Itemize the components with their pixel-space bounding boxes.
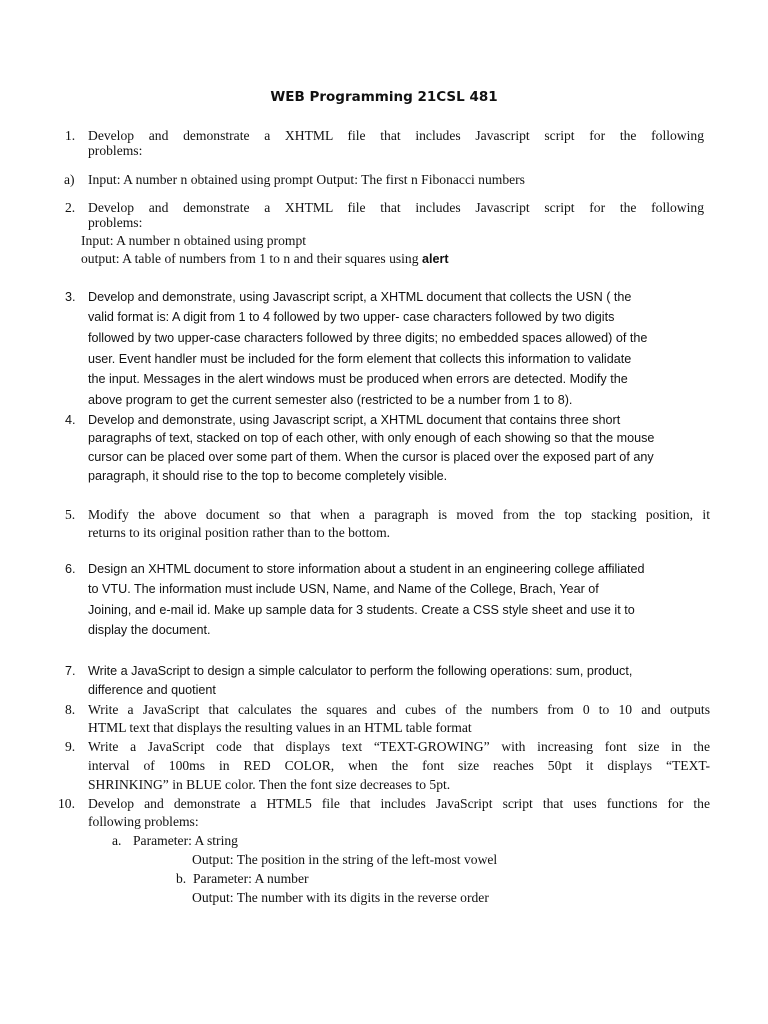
- item-9-number: 9.: [65, 739, 76, 754]
- item-9-line-2: interval of 100ms in RED COLOR, when the font size reaches 50pt it displays “TEXT-: [88, 758, 710, 773]
- item-7-line-2: difference and quotient: [88, 683, 216, 697]
- item-6-number: 6.: [65, 562, 76, 576]
- item-5-line-2: returns to its original position rather than to the bottom.: [88, 525, 391, 540]
- item-8-number: 8.: [65, 702, 76, 717]
- item-3-line-5: the input. Messages in the alert windows must be produced when errors are detected. Modify the: [88, 372, 628, 386]
- item-6-line-3: Joining, and e-mail id. Make up sample data for 3 students. Create a CSS style sheet and use it to: [88, 603, 635, 617]
- item-10-line-1: Develop and demonstrate a HTML5 file that includes JavaScript script that uses functions for the: [88, 796, 710, 811]
- item-4-line-2: paragraphs of text, stacked on top of each other, with only enough of each showing so that the mouse: [88, 431, 655, 445]
- item-2-line-4: [81, 251, 449, 267]
- item-6-line-2: to VTU. The information must include USN, Name, and Name of the College, Brach, Year of: [88, 582, 599, 596]
- item-2-line-4-text: output: A table of numbers from 1 to n and their squares using: [81, 251, 422, 266]
- item-4-line-4: paragraph, it should rise to the top to become completely visible.: [88, 469, 448, 483]
- sub-item-a-output: Output: The position in the string of the left-most vowel: [192, 852, 498, 867]
- sub-item-a-label: a.: [112, 833, 122, 848]
- item-1-line-1: Develop and demonstrate a XHTML file that includes Javascript script for the following: [88, 128, 704, 143]
- item-6-line-4: display the document.: [88, 623, 211, 637]
- item-2-number: 2.: [65, 200, 76, 215]
- sub-item-b-label: b.: [176, 871, 187, 886]
- item-2-line-2: problems:: [88, 215, 143, 230]
- item-7-number: 7.: [65, 664, 76, 678]
- item-2-line-3: Input: A number n obtained using prompt: [81, 233, 307, 248]
- item-3-line-3: followed by two upper-case characters followed by three digits; no embedded spaces allowed) of the: [88, 331, 648, 345]
- item-10-line-2: following problems:: [88, 814, 199, 829]
- item-4-line-1: Develop and demonstrate, using Javascript script, a XHTML document that contains three short: [88, 413, 621, 427]
- item-1-line-2: problems:: [88, 143, 143, 158]
- item-9-line-1: Write a JavaScript code that displays text “TEXT-GROWING” with increasing font size in the: [88, 739, 710, 754]
- item-3-line-6: above program to get the current semester also (restricted to be a number from 1 to 8).: [88, 393, 573, 407]
- item-3-number: 3.: [65, 290, 76, 304]
- page-title: WEB Programming 21CSL 481: [270, 89, 498, 105]
- item-3-line-4: user. Event handler must be included for the form element that collects this information to validate: [88, 352, 632, 366]
- item-3-line-1: Develop and demonstrate, using Javascript script, a XHTML document that collects the USN ( the: [88, 290, 632, 304]
- item-5-number: 5.: [65, 507, 76, 522]
- item-4-line-3: cursor can be placed over some part of them. When the cursor is placed over the exposed part of any: [88, 450, 654, 464]
- item-2-line-1: Develop and demonstrate a XHTML file that includes Javascript script for the following: [88, 200, 704, 215]
- item-4-number: 4.: [65, 413, 76, 427]
- item-a-text: Input: A number n obtained using prompt Output: The first n Fibonacci numbers: [88, 172, 525, 187]
- item-8-line-2: HTML text that displays the resulting values in an HTML table format: [88, 720, 472, 735]
- item-6-line-1: Design an XHTML document to store information about a student in an engineering college affiliated: [88, 562, 645, 576]
- sub-item-b-parameter: Parameter: A number: [193, 871, 309, 886]
- item-7-line-1: Write a JavaScript to design a simple calculator to perform the following operations: sum, product,: [88, 664, 633, 678]
- item-8-line-1: Write a JavaScript that calculates the squares and cubes of the numbers from 0 to 10 and outputs: [88, 702, 710, 717]
- item-1-number: 1.: [65, 128, 76, 143]
- item-a-label: a): [64, 172, 75, 187]
- sub-item-b-output: Output: The number with its digits in the reverse order: [192, 890, 489, 905]
- item-10-number: 10.: [58, 796, 75, 811]
- item-5-line-1: Modify the above document so that when a paragraph is moved from the top stacking position, it: [88, 507, 710, 522]
- sub-item-a-parameter: Parameter: A string: [133, 833, 238, 848]
- item-3-line-2: valid format is: A digit from 1 to 4 followed by two upper- case characters followed by two digits: [88, 310, 615, 324]
- item-9-line-3: SHRINKING” in BLUE color. Then the font size decreases to 5pt.: [88, 777, 451, 792]
- item-2-alert-bold: alert: [421, 252, 449, 266]
